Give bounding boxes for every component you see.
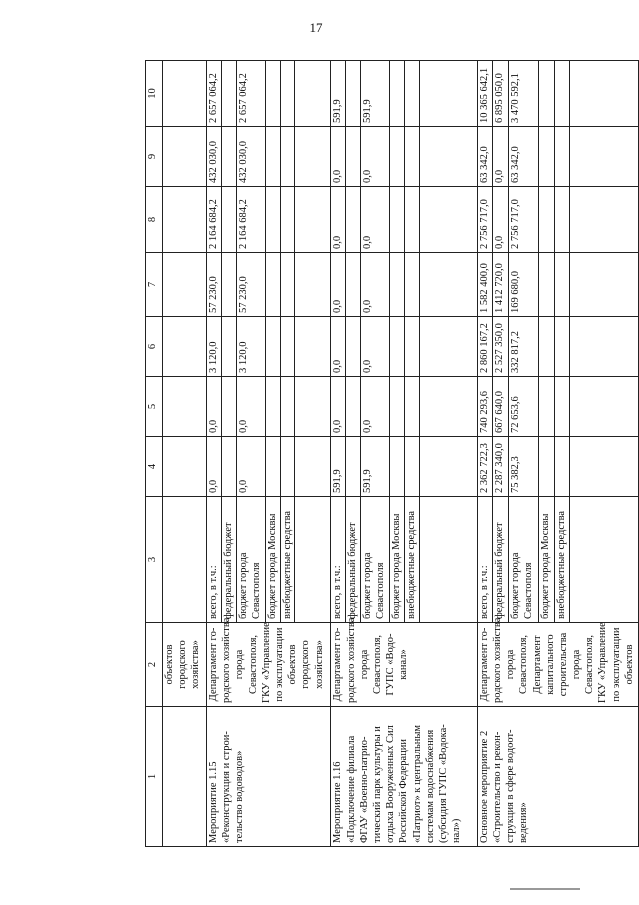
value-cell: 2 756 717,0 bbox=[477, 187, 492, 253]
sources-cell bbox=[163, 497, 207, 623]
value-cell: 2 657 064,2 bbox=[236, 61, 265, 127]
value-cell: 2 657 064,2 bbox=[207, 61, 222, 127]
value-cell: 63 342,0 bbox=[477, 127, 492, 187]
value-cell: 591,9 bbox=[331, 61, 346, 127]
value-cell: 3 120,0 bbox=[236, 317, 265, 377]
value-cell: 3 470 592,1 bbox=[508, 61, 539, 127]
header-cell: 5 bbox=[146, 377, 163, 437]
source-offbudget: внебюджетные средства bbox=[405, 497, 420, 623]
rotated-table-wrapper bbox=[145, 61, 635, 847]
source-total: всего, в т.ч.: bbox=[477, 497, 492, 623]
value-cell: 0,0 bbox=[207, 437, 222, 497]
value-cell: 3 120,0 bbox=[207, 317, 222, 377]
value-cell: 0,0 bbox=[236, 437, 265, 497]
header-cell: 3 bbox=[146, 497, 163, 623]
value-cell: 6 895 050,0 bbox=[493, 61, 508, 127]
header-cell: 4 bbox=[146, 437, 163, 497]
source-total: всего, в т.ч.: bbox=[207, 497, 222, 623]
source-total: всего, в т.ч.: bbox=[331, 497, 346, 623]
value-cell: 0,0 bbox=[331, 317, 346, 377]
value-cell: 2 164 684,2 bbox=[207, 187, 222, 253]
header-cell: 1 bbox=[146, 707, 163, 847]
header-cell: 2 bbox=[146, 623, 163, 707]
value-cell: 2 527 350,0 bbox=[493, 317, 508, 377]
header-cell: 6 bbox=[146, 317, 163, 377]
source-city-budget: бюджет города Севастополя bbox=[360, 497, 389, 623]
source-moscow: бюджет города Москвы bbox=[265, 497, 280, 623]
executor-cell: Департамент го- родского хозяйства города Севастополя, ГУПС «Водо- канал» bbox=[331, 623, 477, 707]
value-cell: 0,0 bbox=[360, 253, 389, 317]
value-cell: 57 230,0 bbox=[236, 253, 265, 317]
page-number: 17 bbox=[309, 20, 323, 35]
source-offbudget: внебюджетные средства bbox=[554, 497, 569, 623]
value-cell: 72 653,6 bbox=[508, 377, 539, 437]
source-city-budget: бюджет города Севастополя bbox=[508, 497, 539, 623]
executor-cell: Департамент го- родского хозяйства города Севастополя, Департамент капитального строительства города Севастополя, ГКУ «Управление по эксплуатации объектов bbox=[477, 623, 638, 707]
value-cell: 0,0 bbox=[360, 377, 389, 437]
scan-mark bbox=[510, 888, 580, 890]
source-moscow: бюджет города Москвы bbox=[390, 497, 405, 623]
table-row-continuation bbox=[163, 61, 207, 847]
source-offbudget: внебюджетные средства bbox=[280, 497, 295, 623]
source-federal: федеральный бюджет bbox=[346, 497, 361, 623]
value-cell: 0,0 bbox=[493, 127, 508, 187]
value-cell: 0,0 bbox=[360, 187, 389, 253]
measure-cell: Мероприятие 1.16 «Подключение филиала ФГАУ «Военно-патрио- тический парк культуры и отдыха Вооруженных Сил Российской Федерации «Патриот» к центральным системам водоснабжения (субсидия ГУПС «Водока- нал») bbox=[331, 707, 477, 847]
value-cell: 591,9 bbox=[360, 437, 389, 497]
value-cell: 432 030,0 bbox=[236, 127, 265, 187]
executor-cell: Департамент го- родского хозяйства города Севастополя, ГКУ «Управление по эксплуатации объектов городского хозяйства» bbox=[207, 623, 331, 707]
value-cell: 1 582 400,0 bbox=[477, 253, 492, 317]
value-cell: 169 680,0 bbox=[508, 253, 539, 317]
value-cell: 1 412 720,0 bbox=[493, 253, 508, 317]
value-cell: 740 293,6 bbox=[477, 377, 492, 437]
value-cell: 591,9 bbox=[360, 61, 389, 127]
value-cell: 0,0 bbox=[493, 187, 508, 253]
header-cell: 7 bbox=[146, 253, 163, 317]
value-cell: 75 382,3 bbox=[508, 437, 539, 497]
value-cell: 0,0 bbox=[236, 377, 265, 437]
value-cell: 2 362 722,3 bbox=[477, 437, 492, 497]
source-moscow: бюджет города Москвы bbox=[539, 497, 554, 623]
value-cell: 63 342,0 bbox=[508, 127, 539, 187]
value-cell: 0,0 bbox=[331, 253, 346, 317]
value-cell: 2 164 684,2 bbox=[236, 187, 265, 253]
value-cell: 0,0 bbox=[331, 127, 346, 187]
value-cell: 2 756 717,0 bbox=[508, 187, 539, 253]
measure-cell: Мероприятие 1.15 «Реконструкция и строи- тельство водоводов» bbox=[207, 707, 331, 847]
measure-cell bbox=[163, 707, 207, 847]
value-cell: 332 817,2 bbox=[508, 317, 539, 377]
value-cell: 0,0 bbox=[360, 127, 389, 187]
header-cell: 8 bbox=[146, 187, 163, 253]
source-federal: федеральный бюджет bbox=[493, 497, 508, 623]
executor-cell: объектов городского хозяйства» bbox=[163, 623, 207, 707]
value-cell: 432 030,0 bbox=[207, 127, 222, 187]
value-cell: 2 860 167,2 bbox=[477, 317, 492, 377]
header-cell: 9 bbox=[146, 127, 163, 187]
header-row bbox=[146, 61, 163, 847]
header-cell: 10 bbox=[146, 61, 163, 127]
value-cell: 0,0 bbox=[331, 377, 346, 437]
table-row-measure-1-15 bbox=[207, 61, 222, 847]
source-federal: федеральный бюджет bbox=[221, 497, 236, 623]
value-cell: 0,0 bbox=[207, 377, 222, 437]
measure-cell: Основное мероприятие 2 «Строительство и рекон- струкция в сфере водоот- ведения» bbox=[477, 707, 638, 847]
value-cell: 0,0 bbox=[331, 187, 346, 253]
value-cell: 667 640,0 bbox=[493, 377, 508, 437]
value-cell: 10 365 642,1 bbox=[477, 61, 492, 127]
value-cell: 591,9 bbox=[331, 437, 346, 497]
value-cell: 0,0 bbox=[360, 317, 389, 377]
value-cell: 2 287 340,0 bbox=[493, 437, 508, 497]
table-row-measure-1-16 bbox=[331, 61, 346, 847]
table-row-main-measure-2 bbox=[477, 61, 492, 847]
source-city-budget: бюджет города Севастополя bbox=[236, 497, 265, 623]
value-cell: 57 230,0 bbox=[207, 253, 222, 317]
budget-table bbox=[145, 60, 639, 847]
